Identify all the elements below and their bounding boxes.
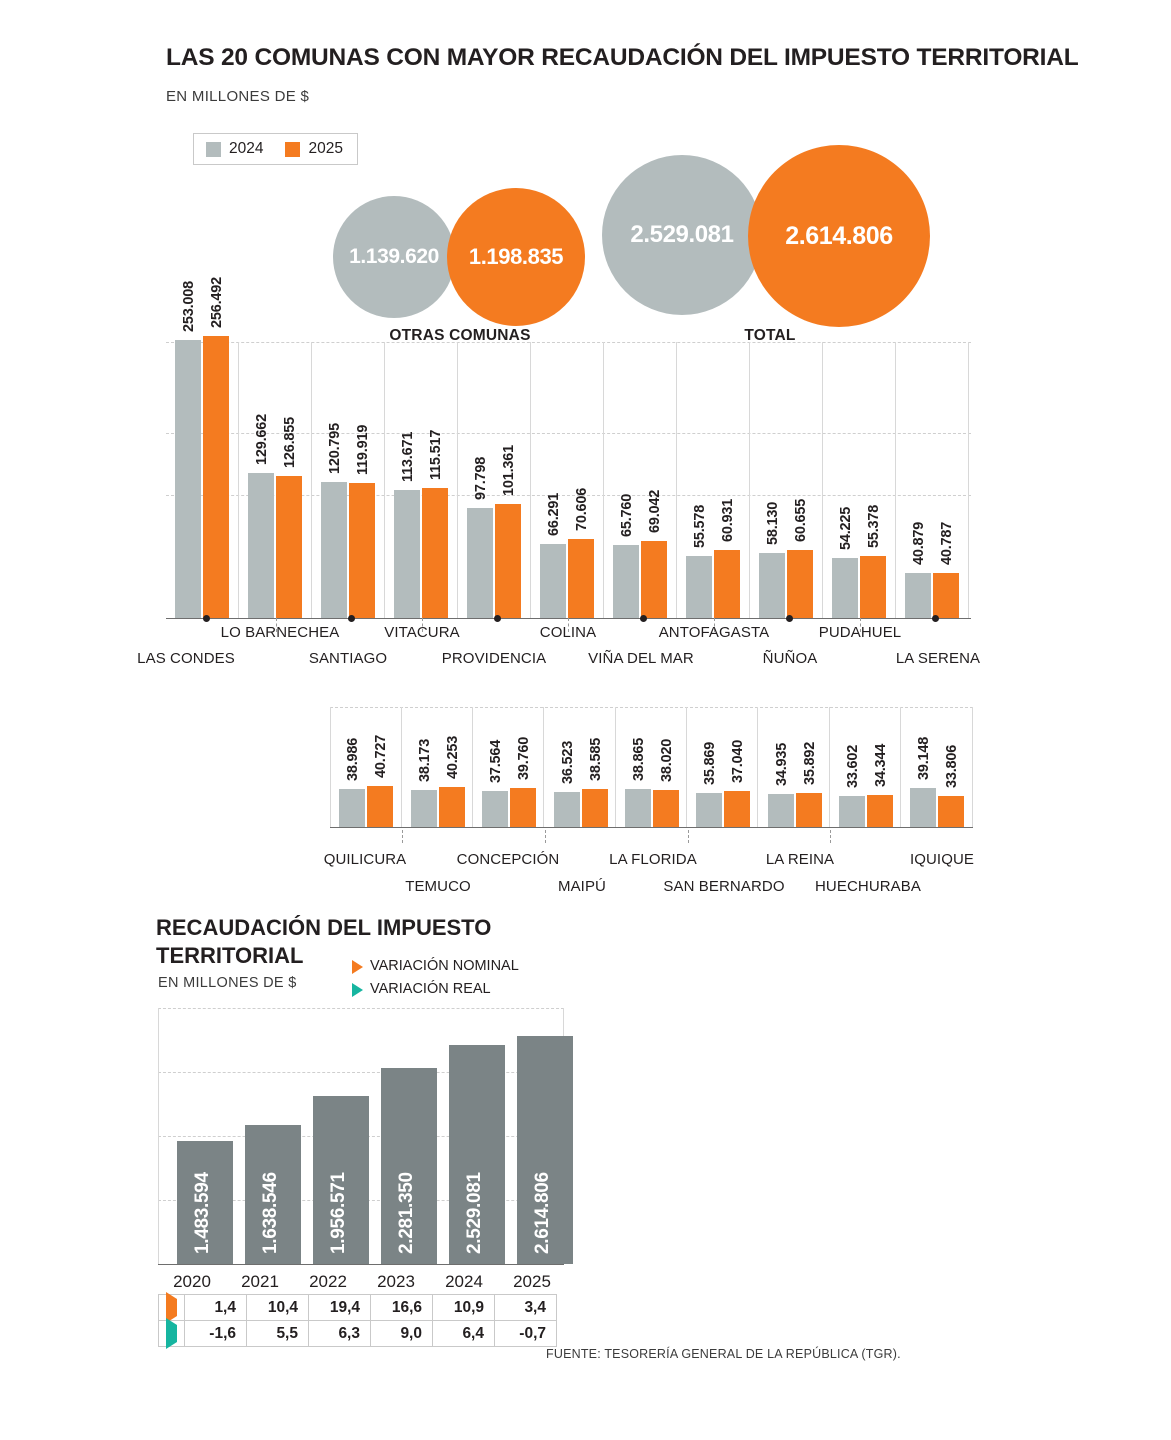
bar-year-2024 [449, 1045, 505, 1264]
bar-group-concepcion [473, 707, 544, 827]
bar-2024 [248, 413, 274, 618]
page-title: LAS 20 COMUNAS CON MAYOR RECAUDACIÓN DEL IMPUESTO TERRITORIAL [166, 44, 1079, 71]
bar-2025 [349, 424, 375, 618]
bar-2024 [394, 431, 420, 618]
variation-nominal-2023: 16,6 [371, 1295, 433, 1321]
bar-value-2025: 40.253 [444, 735, 461, 779]
category-label-providencia: PROVIDENCIA [441, 650, 547, 667]
source-note: FUENTE: TESORERÍA GENERAL DE LA REPÚBLICA (TGR). [546, 1347, 901, 1361]
bubble-caption-total: TOTAL [744, 327, 796, 344]
legend-label-2024: 2024 [229, 140, 264, 157]
bar-value: 1.638.546 [260, 1172, 281, 1254]
bar-2025 [641, 489, 667, 618]
bar-group-quilicura [330, 707, 401, 827]
bar-group-providencia [458, 230, 530, 618]
bar-2024 [467, 456, 493, 618]
section3-subtitle: EN MILLONES DE $ [158, 975, 297, 991]
bar-value-2024: 38.865 [630, 737, 647, 781]
bar-2025 [582, 737, 608, 827]
bar-group-pudahuel [823, 230, 895, 618]
variation-real-2022: 6,3 [309, 1321, 371, 1347]
bubble-value: 1.198.835 [468, 244, 564, 269]
bar-value-2025: 40.727 [372, 734, 389, 778]
bar-2025 [276, 416, 302, 618]
category-label-colina: COLINA [539, 624, 597, 641]
year-label-2024: 2024 [445, 1272, 483, 1291]
variation-legend [352, 955, 519, 1001]
bar-2024 [759, 501, 785, 618]
bubble-caption-otras-comunas: OTRAS COMUNAS [389, 327, 531, 344]
legend-swatch-2025 [285, 142, 300, 157]
bar-2025 [568, 487, 594, 618]
variation-nominal-2020: 1,4 [185, 1295, 247, 1321]
year-label-2025: 2025 [513, 1272, 551, 1291]
bar-value-2025: 101.361 [501, 444, 517, 496]
legend-item-2024 [206, 140, 263, 158]
bar-2025 [938, 744, 964, 827]
bar-2024 [321, 422, 347, 618]
tick-marker [494, 615, 501, 622]
year-label-2022: 2022 [309, 1272, 347, 1291]
bar-value-2025: 38.020 [658, 738, 675, 782]
bar-2024 [411, 738, 437, 827]
triangle-teal-icon [159, 1321, 185, 1347]
table-row-real [159, 1321, 557, 1347]
bar-value-2024: 36.523 [559, 740, 576, 784]
tick-marker [640, 615, 647, 622]
bar-value: 1.483.594 [192, 1172, 213, 1254]
bar-2024 [339, 737, 365, 827]
legend-item-2025 [285, 140, 342, 158]
variation-real-2024: 6,4 [433, 1321, 495, 1347]
bar-group-colina [531, 230, 603, 618]
tick-marker [545, 830, 546, 843]
bar-value-2024: 58.130 [765, 501, 781, 545]
bar-value-2025: 256.492 [209, 276, 225, 328]
bubble-value: 1.139.620 [349, 245, 439, 268]
bar-2024 [175, 280, 201, 618]
bar-group-la-florida [616, 707, 687, 827]
variation-real-2025: -0,7 [495, 1321, 557, 1347]
tick-marker [203, 615, 210, 622]
legend-swatch-2024 [206, 142, 221, 157]
bar-value-2024: 97.798 [473, 456, 489, 500]
bar-year-2020 [177, 1141, 233, 1264]
tick-marker [348, 615, 355, 622]
legend-label-2025: 2025 [308, 140, 343, 157]
category-label-lo-barnechea: LO BARNECHEA [220, 624, 340, 641]
category-label-temuco: TEMUCO [405, 878, 471, 895]
bar-2024 [910, 736, 936, 827]
bar-2025 [510, 736, 536, 827]
bar-value-2024: 65.760 [619, 493, 635, 537]
category-label-concepcion: CONCEPCIÓN [456, 851, 560, 868]
bar-2024 [540, 492, 566, 618]
bar-value-2025: 60.931 [720, 498, 736, 542]
bar-value: 2.529.081 [464, 1172, 485, 1254]
bar-group-lo-barnechea [239, 230, 311, 618]
tick-marker [688, 830, 689, 843]
bar-2025 [422, 429, 448, 618]
section3-title-line1: RECAUDACIÓN DEL IMPUESTO [156, 915, 492, 940]
category-label-vina-del-mar: VIÑA DEL MAR [588, 650, 694, 667]
triangle-orange-icon [352, 960, 363, 974]
bar-value-2025: 115.517 [428, 429, 444, 480]
bar-value-2025: 126.855 [282, 416, 298, 468]
table-row-nominal [159, 1295, 557, 1321]
variation-real-2020: -1,6 [185, 1321, 247, 1347]
triangle-orange-icon [159, 1295, 185, 1321]
variation-nominal-2021: 10,4 [247, 1295, 309, 1321]
category-label-la-florida: LA FLORIDA [609, 851, 697, 868]
bar-value-2025: 38.585 [587, 737, 604, 781]
variation-table [158, 1294, 557, 1347]
bar-2024 [832, 506, 858, 618]
year-label-2020: 2020 [173, 1272, 211, 1291]
chart-secondary-communes [330, 707, 973, 827]
bar-value-2024: 253.008 [181, 280, 197, 332]
tick-marker [830, 830, 831, 843]
category-label-quilicura: QUILICURA [323, 851, 407, 868]
bar-2025 [367, 734, 393, 827]
year-label-2021: 2021 [241, 1272, 279, 1291]
bar-value-2025: 119.919 [355, 424, 371, 475]
bar-group-nunoa [750, 230, 822, 618]
bar-2024 [696, 741, 722, 827]
bubble-value: 2.529.081 [630, 221, 734, 248]
bar-value-2024: 39.148 [915, 736, 932, 780]
bubble-value: 2.614.806 [785, 221, 893, 250]
bar-year-2021 [245, 1125, 301, 1264]
bar-2025 [439, 735, 465, 827]
bar-value-2025: 39.760 [515, 736, 532, 780]
bar-year-2023 [381, 1068, 437, 1264]
bar-2025 [714, 498, 740, 618]
bar-2025 [724, 739, 750, 827]
bar-value: 2.281.350 [396, 1172, 417, 1254]
bar-group-temuco [402, 707, 473, 827]
chart-legend [193, 133, 358, 165]
legend-variation-real [352, 978, 519, 1001]
tick-marker [402, 830, 403, 843]
page-subtitle: EN MILLONES DE $ [166, 88, 310, 105]
bar-value-2024: 38.173 [416, 738, 433, 782]
bar-2025 [867, 743, 893, 827]
bar-2024 [554, 740, 580, 827]
bar-group-huechuraba [830, 707, 901, 827]
bar-group-vitacura [385, 230, 457, 618]
bar-2024 [768, 742, 794, 827]
bar-2025 [860, 504, 886, 618]
separator [968, 342, 969, 618]
category-label-pudahuel: PUDAHUEL [818, 624, 902, 641]
bar-value-2024: 66.291 [546, 492, 562, 536]
bar-2025 [495, 444, 521, 618]
bar-year-2022 [313, 1096, 369, 1264]
bar-2025 [203, 276, 229, 618]
bar-value-2024: 120.795 [327, 422, 343, 474]
bar-value-2025: 35.892 [801, 741, 818, 785]
bar-group-la-serena [896, 230, 968, 618]
bar-2024 [625, 737, 651, 827]
bar-group-iquique [901, 707, 972, 827]
tick-marker [932, 615, 939, 622]
bar-2024 [905, 521, 931, 618]
bar-group-santiago [312, 230, 384, 618]
gridline [158, 1008, 564, 1009]
separator [972, 707, 973, 827]
bar-group-maipu [545, 707, 616, 827]
bar-2025 [787, 498, 813, 618]
bar-group-san-bernardo [687, 707, 758, 827]
bar-value-2024: 55.578 [692, 504, 708, 548]
x-axis [330, 827, 973, 828]
bar-2024 [613, 493, 639, 618]
legend-variation-nominal-label: VARIACIÓN NOMINAL [370, 958, 519, 974]
bar-value-2024: 35.869 [701, 741, 718, 785]
bar-value-2025: 70.606 [574, 487, 590, 531]
bar-2025 [653, 738, 679, 827]
category-label-iquique: IQUIQUE [909, 851, 975, 868]
bar-group-antofagasta [677, 230, 749, 618]
legend-variation-nominal [352, 955, 519, 978]
bar-value-2024: 37.564 [487, 739, 504, 783]
bar-2025 [933, 521, 959, 618]
bar-value-2024: 113.671 [400, 431, 416, 482]
tick-marker [786, 615, 793, 622]
bar-value-2025: 33.806 [943, 744, 960, 788]
category-label-santiago: SANTIAGO [308, 650, 388, 667]
bar-value: 2.614.806 [532, 1172, 553, 1254]
category-label-nunoa: ÑUÑOA [762, 650, 818, 667]
variation-nominal-2022: 19,4 [309, 1295, 371, 1321]
bar-value-2025: 60.655 [793, 498, 809, 542]
variation-real-2023: 9,0 [371, 1321, 433, 1347]
category-label-la-serena: LA SERENA [895, 650, 981, 667]
bar-value-2024: 54.225 [838, 506, 854, 550]
bar-value-2024: 129.662 [254, 413, 270, 465]
category-label-maipu: MAIPÚ [557, 878, 606, 895]
bar-2025 [796, 741, 822, 827]
bar-value-2025: 40.787 [939, 521, 955, 565]
chart-top-communes [166, 230, 971, 618]
bar-value-2025: 69.042 [647, 489, 663, 533]
legend-variation-real-label: VARIACIÓN REAL [370, 981, 491, 997]
section3-title-line2: TERRITORIAL [156, 942, 304, 968]
separator [158, 1008, 159, 1264]
category-label-san-bernardo: SAN BERNARDO [663, 878, 785, 895]
bar-2024 [686, 504, 712, 618]
bar-value-2025: 34.344 [872, 743, 889, 787]
bar-group-vina-del-mar [604, 230, 676, 618]
bar-2024 [839, 744, 865, 827]
x-axis [158, 1264, 564, 1265]
variation-nominal-2024: 10,9 [433, 1295, 495, 1321]
bar-value-2024: 40.879 [911, 521, 927, 565]
chart-yearly-revenue [158, 1008, 564, 1264]
year-label-2023: 2023 [377, 1272, 415, 1291]
bar-2024 [482, 739, 508, 827]
category-label-huechuraba: HUECHURABA [814, 878, 921, 895]
bar-value-2025: 37.040 [729, 739, 746, 783]
bar-value-2025: 55.378 [866, 504, 882, 548]
variation-nominal-2025: 3,4 [495, 1295, 557, 1321]
variation-real-2021: 5,5 [247, 1321, 309, 1347]
category-label-las-condes: LAS CONDES [137, 650, 235, 667]
bar-year-2025 [517, 1036, 573, 1264]
bar-value: 1.956.571 [328, 1172, 349, 1254]
category-label-vitacura: VITACURA [384, 624, 460, 641]
bar-group-las-condes [166, 230, 238, 618]
category-label-la-reina: LA REINA [765, 851, 835, 868]
bar-group-la-reina [759, 707, 830, 827]
bar-value-2024: 38.986 [344, 737, 361, 781]
triangle-teal-icon [352, 983, 363, 997]
category-label-antofagasta: ANTOFAGASTA [658, 624, 770, 641]
bar-value-2024: 33.602 [844, 744, 861, 788]
bar-value-2024: 34.935 [773, 742, 790, 786]
